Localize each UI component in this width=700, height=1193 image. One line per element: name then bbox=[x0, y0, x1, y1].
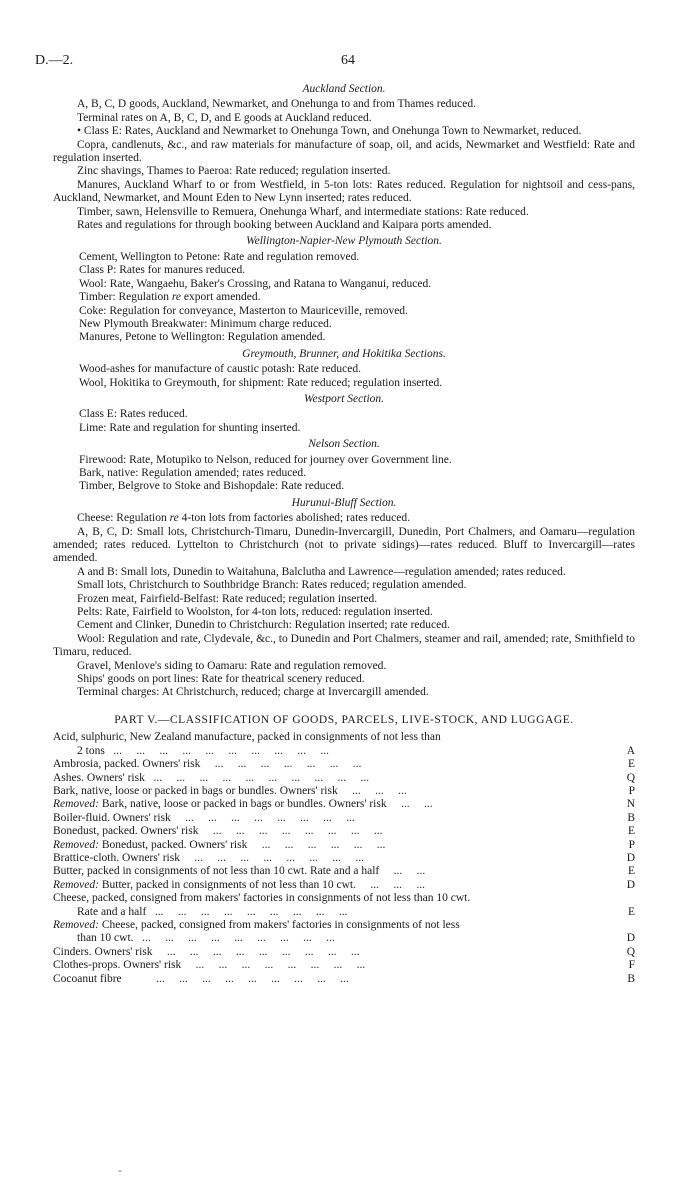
paragraph: A and B: Small lots, Dunedin to Waitahuna, Balclutha and Lawrence—regulation amended; rates reduced. bbox=[77, 565, 566, 578]
classification-entry: Removed: Bonedust, packed. Owners' risk ... ... ... ... ... ... P bbox=[53, 838, 635, 851]
class-letter: D bbox=[626, 932, 635, 945]
entry-line: Lime: Rate and regulation for shunting inserted. bbox=[79, 421, 301, 434]
section-nelson bbox=[53, 438, 635, 494]
removed-label: Removed: bbox=[53, 838, 99, 851]
page-reference: D.—2. bbox=[35, 53, 74, 68]
paragraph: Ships' goods on port lines: Rate for theatrical scenery reduced. bbox=[77, 673, 365, 686]
entry-text: Cheese, packed, consigned from makers' factories in consignments of not less than 10 cwt. bbox=[53, 892, 471, 905]
section-title: Westport Section. bbox=[303, 392, 385, 405]
entry-text: Ashes. Owners' risk bbox=[53, 771, 145, 784]
paragraph: Copra, candlenuts, &c., and raw materials for manufacture of soap, oil, and acids, Newmarket and Westfield: Rate and regulation inserted. bbox=[53, 138, 635, 165]
section-title: Wellington-Napier-New Plymouth Section. bbox=[246, 235, 442, 248]
class-letter: D bbox=[626, 878, 635, 891]
class-letter: E bbox=[627, 865, 635, 878]
classification-entry: Removed: Butter, packed in consignments of not less than 10 cwt. ... ... ... D bbox=[53, 878, 635, 891]
class-letter: D bbox=[626, 851, 635, 864]
paragraph: A, B, C, D: Small lots, Christchurch-Timaru, Dunedin-Invercargill, Dunedin, Port Chalmers, and Oamaru—regulation amended; rates reduced. Lyttelton to Christchurch (not to private sidings)—rates reduced. Bluff to Invercargill—rates amended. bbox=[53, 525, 635, 565]
entry-line: Timber: Regulation re export amended. bbox=[79, 291, 261, 304]
class-letter: E bbox=[627, 825, 635, 838]
section-hurunui-bluff bbox=[53, 497, 635, 700]
classification-entry: Brattice-cloth. Owners' risk ... ... ... ... ... ... ... ... D bbox=[53, 851, 635, 864]
classification-entry: Clothes-props. Owners' risk ... ... ... ... ... ... ... ... F bbox=[53, 959, 635, 972]
removed-label: Removed: bbox=[53, 798, 99, 811]
paragraph: Cheese: Regulation re 4-ton lots from factories abolished; rates reduced. bbox=[77, 512, 410, 525]
section-auckland bbox=[53, 83, 635, 232]
classification-entry: Cocoanut fibre ... ... ... ... ... ... ... ... ... B bbox=[53, 972, 635, 985]
paragraph: • Class E: Rates, Auckland and Newmarket to Onehunga Town, and Onehunga Town to Newmarket, reduced. bbox=[77, 125, 582, 138]
class-letter: Q bbox=[626, 945, 635, 958]
paragraph: Zinc shavings, Thames to Paeroa: Rate reduced; regulation inserted. bbox=[77, 165, 391, 178]
paragraph: Gravel, Menlove's siding to Oamaru: Rate and regulation removed. bbox=[77, 659, 387, 672]
entry-text: Cinders. Owners' risk bbox=[53, 945, 153, 958]
class-letter: E bbox=[627, 905, 635, 918]
part-heading: PART V.—CLASSIFICATION OF GOODS, PARCELS, LIVE-STOCK, AND LUGGAGE. bbox=[114, 713, 574, 726]
entry-line: Wool, Hokitika to Greymouth, for shipment: Rate reduced; regulation inserted. bbox=[79, 376, 443, 389]
entry-text: Bark, native, loose or packed in bags or bundles. Owners' risk bbox=[53, 784, 338, 797]
classification-entry bbox=[53, 919, 635, 946]
entry-line: Timber, Belgrove to Stoke and Bishopdale: Rate reduced. bbox=[79, 480, 345, 493]
classification-entry bbox=[53, 892, 635, 919]
classification-entry bbox=[53, 731, 635, 758]
entry-line: Cement, Wellington to Petone: Rate and regulation removed. bbox=[79, 250, 360, 263]
class-letter: A bbox=[626, 744, 635, 757]
entry-text: Brattice-cloth. Owners' risk bbox=[53, 851, 180, 864]
paragraph: Manures, Auckland Wharf to or from Westfield, in 5-ton lots: Rates reduced. Regulation for nightsoil and cess-pans, Auckland, Newmarket, and Mount Eden to New Lynn inserted; rates reduced. bbox=[53, 178, 635, 205]
classification-entry: Bonedust, packed. Owners' risk ... ... ... ... ... ... ... ... E bbox=[53, 825, 635, 838]
paragraph: Wool: Regulation and rate, Clydevale, &c., to Dunedin and Port Chalmers, steamer and rail, amended; rate, Smithfield to Timaru, reduced. bbox=[53, 632, 635, 659]
classification-entry: Bark, native, loose or packed in bags or bundles. Owners' risk ... ... ... P bbox=[53, 784, 635, 797]
entry-text: Bonedust, packed. Owners' risk bbox=[98, 838, 248, 851]
entry-text: Bonedust, packed. Owners' risk bbox=[53, 825, 199, 838]
entry-line: New Plymouth Breakwater: Minimum charge reduced. bbox=[79, 317, 332, 330]
class-letter: B bbox=[627, 811, 635, 824]
class-letter: F bbox=[628, 959, 635, 972]
classification-entry: Ambrosia, packed. Owners' risk ... ... ... ... ... ... ... E bbox=[53, 758, 635, 771]
entry-line: Wool: Rate, Wangaehu, Baker's Crossing, and Ratana to Wanganui, reduced. bbox=[79, 277, 432, 290]
section-westport bbox=[53, 393, 635, 435]
entry-text: Cheese, packed, consigned from makers' factories in consignments of not less bbox=[98, 918, 460, 931]
entry-line: Class P: Rates for manures reduced. bbox=[79, 264, 246, 277]
entry-text: Butter, packed in consignments of not less than 10 cwt. Rate and a half bbox=[53, 865, 380, 878]
entry-text: Bark, native, loose or packed in bags or bundles. Owners' risk bbox=[98, 798, 387, 811]
section-title: Greymouth, Brunner, and Hokitika Sections. bbox=[242, 347, 446, 360]
class-letter: Q bbox=[626, 771, 635, 784]
entry-line: Class E: Rates reduced. bbox=[79, 408, 188, 421]
page-number: 64 bbox=[341, 53, 355, 68]
class-letter: N bbox=[626, 798, 635, 811]
entry-line: Manures, Petone to Wellington: Regulation amended. bbox=[79, 331, 326, 344]
footer-mark: - bbox=[118, 1163, 122, 1177]
paragraph: Terminal rates on A, B, C, D, and E goods at Auckland reduced. bbox=[77, 111, 372, 124]
entry-text: Clothes-props. Owners' risk bbox=[53, 959, 182, 972]
document-body bbox=[53, 80, 635, 986]
section-title: Hurunui-Bluff Section. bbox=[291, 496, 397, 509]
entry-continuation: 2 tons ... ... ... ... ... ... ... ... ... ... bbox=[77, 744, 330, 757]
paragraph: Frozen meat, Fairfield-Belfast: Rate reduced; regulation inserted. bbox=[77, 592, 378, 605]
entry-text: Acid, sulphuric, New Zealand manufacture, packed in consignments of not less than bbox=[53, 731, 441, 744]
classification-entry: Cinders. Owners' risk ... ... ... ... ... ... ... ... ... Q bbox=[53, 945, 635, 958]
entry-text: Boiler-fluid. Owners' risk bbox=[53, 811, 171, 824]
section-wellington-napier-new-plymouth bbox=[53, 235, 635, 344]
paragraph: Small lots, Christchurch to Southbridge Branch: Rates reduced; regulation amended. bbox=[77, 579, 467, 592]
class-letter: E bbox=[627, 758, 635, 771]
paragraph: Terminal charges: At Christchurch, reduced; charge at Invercargill amended. bbox=[77, 686, 429, 699]
classification-entry: Butter, packed in consignments of not less than 10 cwt. Rate and a half ... ... E bbox=[53, 865, 635, 878]
entry-line: Firewood: Rate, Motupiko to Nelson, reduced for journey over Government line. bbox=[79, 453, 452, 466]
paragraph: Timber, sawn, Helensville to Remuera, Onehunga Wharf, and intermediate stations: Rate reduced. bbox=[77, 205, 529, 218]
paragraph: Pelts: Rate, Fairfield to Woolston, for 4-ton lots, reduced: regulation inserted. bbox=[77, 606, 433, 619]
classification-entry: Ashes. Owners' risk ... ... ... ... ... ... ... ... ... ... Q bbox=[53, 771, 635, 784]
section-title: Auckland Section. bbox=[302, 83, 386, 95]
entry-line: Coke: Regulation for conveyance, Masterton to Mauriceville, removed. bbox=[79, 304, 408, 317]
entry-line: Bark, native: Regulation amended; rates reduced. bbox=[79, 466, 307, 479]
section-title: Nelson Section. bbox=[308, 438, 380, 451]
paragraph: A, B, C, D goods, Auckland, Newmarket, and Onehunga to and from Thames reduced. bbox=[77, 98, 477, 111]
removed-label: Removed: bbox=[53, 918, 99, 931]
entry-continuation: than 10 cwt. ... ... ... ... ... ... ... ... ... bbox=[77, 932, 335, 945]
paragraph: Rates and regulations for through booking between Auckland and Kaipara ports amended. bbox=[77, 219, 492, 232]
entry-text: Ambrosia, packed. Owners' risk bbox=[53, 758, 201, 771]
section-greymouth-brunner-hokitika bbox=[53, 348, 635, 390]
classification-entry: Removed: Bark, native, loose or packed in bags or bundles. Owners' risk ... ... N bbox=[53, 798, 635, 811]
entry-text: Butter, packed in consignments of not less than 10 cwt. bbox=[98, 878, 356, 891]
removed-label: Removed: bbox=[53, 878, 99, 891]
class-letter: P bbox=[628, 838, 635, 851]
class-letter: P bbox=[628, 784, 635, 797]
entry-text: Cocoanut fibre bbox=[53, 972, 122, 985]
paragraph: Cement and Clinker, Dunedin to Christchurch: Regulation inserted; rate reduced. bbox=[77, 619, 450, 632]
classification-list bbox=[53, 731, 635, 986]
class-letter: B bbox=[627, 972, 635, 985]
entry-line: Wood-ashes for manufacture of caustic potash: Rate reduced. bbox=[79, 363, 361, 376]
entry-continuation: Rate and a half ... ... ... ... ... ... ... ... ... bbox=[77, 905, 348, 918]
classification-entry: Boiler-fluid. Owners' risk ... ... ... ... ... ... ... ... B bbox=[53, 811, 635, 824]
